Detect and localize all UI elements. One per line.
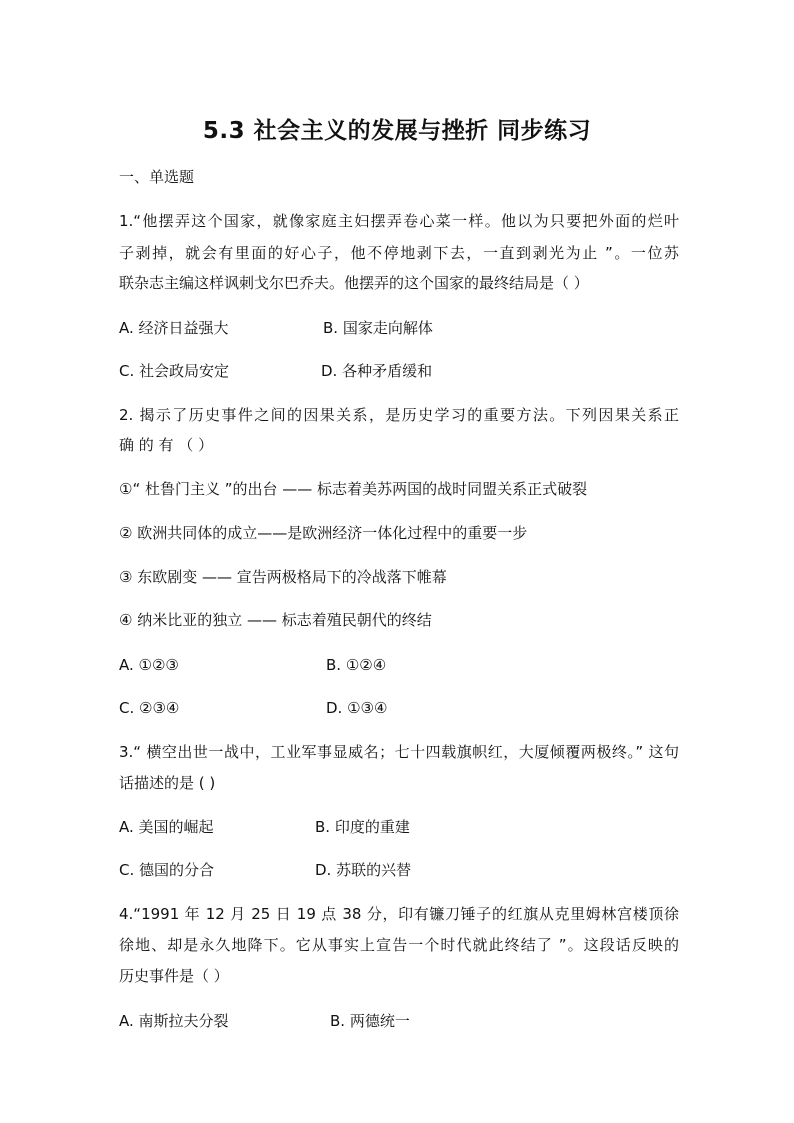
question-2-option-b: B. ①②④ xyxy=(326,656,387,674)
question-2-statement-2: ② 欧洲共同体的成立——是欧洲经济一体化过程中的重要一步 xyxy=(119,524,528,542)
question-1-option-d: D. 各种矛盾缓和 xyxy=(321,362,433,380)
question-2-option-d: D. ①③④ xyxy=(326,699,388,717)
question-2-line-2: 确 的 有 （ ） xyxy=(119,436,214,454)
question-4-line-2: 徐地、却是永久地降下。它从事实上宣告一个时代就此终结了 ”。这段话反映的 xyxy=(119,936,679,954)
question-4-line-1: 4.“1991 年 12 月 25 日 19 点 38 分，印有镰刀锤子的红旗从克里姆林宫楼顶徐 xyxy=(119,905,679,923)
question-4-option-a: A. 南斯拉夫分裂 xyxy=(119,1012,229,1030)
question-3-option-a: A. 美国的崛起 xyxy=(119,818,214,836)
question-1-option-b: B. 国家走向解体 xyxy=(323,319,433,337)
question-2-line-1: 2. 揭示了历史事件之间的因果关系，是历史学习的重要方法。下列因果关系正 xyxy=(119,406,679,424)
question-3-option-b: B. 印度的重建 xyxy=(315,818,410,836)
question-1-line-3: 联杂志主编这样讽刺戈尔巴乔夫。他摆弄的这个国家的最终结局是（ ） xyxy=(119,274,589,292)
question-1-line-2: 子剥掉，就会有里面的好心子，他不停地剥下去，一直到剥光为止 ”。一位苏 xyxy=(119,244,679,262)
question-1-option-c: C. 社会政局安定 xyxy=(119,362,230,380)
question-4-line-3: 历史事件是（ ） xyxy=(119,967,229,985)
question-3-line-2: 话描述的是 ( ) xyxy=(119,774,216,792)
question-2-statement-4: ④ 纳米比亚的独立 —— 标志着殖民朝代的终结 xyxy=(119,611,432,629)
question-3-line-1: 3.“ 横空出世一战中，工业军事显威名；七十四载旗帜红，大厦倾覆两极终。” 这句 xyxy=(119,743,679,761)
section-heading: 一、单选题 xyxy=(119,168,195,186)
question-1-line-1: 1.“他摆弄这个国家，就像家庭主妇摆弄卷心菜一样。他以为只要把外面的烂叶 xyxy=(119,212,679,230)
question-2-option-c: C. ②③④ xyxy=(119,699,180,717)
question-3-option-c: C. 德国的分合 xyxy=(119,861,215,879)
question-2-statement-3: ③ 东欧剧变 —— 宣告两极格局下的冷战落下帷幕 xyxy=(119,568,447,586)
question-3-option-d: D. 苏联的兴替 xyxy=(315,861,412,879)
question-1-option-a: A. 经济日益强大 xyxy=(119,319,229,337)
page-title: 5.3 社会主义的发展与挫折 同步练习 xyxy=(202,118,592,144)
question-4-option-b: B. 两德统一 xyxy=(330,1012,410,1030)
question-2-option-a: A. ①②③ xyxy=(119,656,179,674)
question-2-statement-1: ①“ 杜鲁门主义 ”的出台 —— 标志着美苏两国的战时同盟关系正式破裂 xyxy=(119,480,588,498)
